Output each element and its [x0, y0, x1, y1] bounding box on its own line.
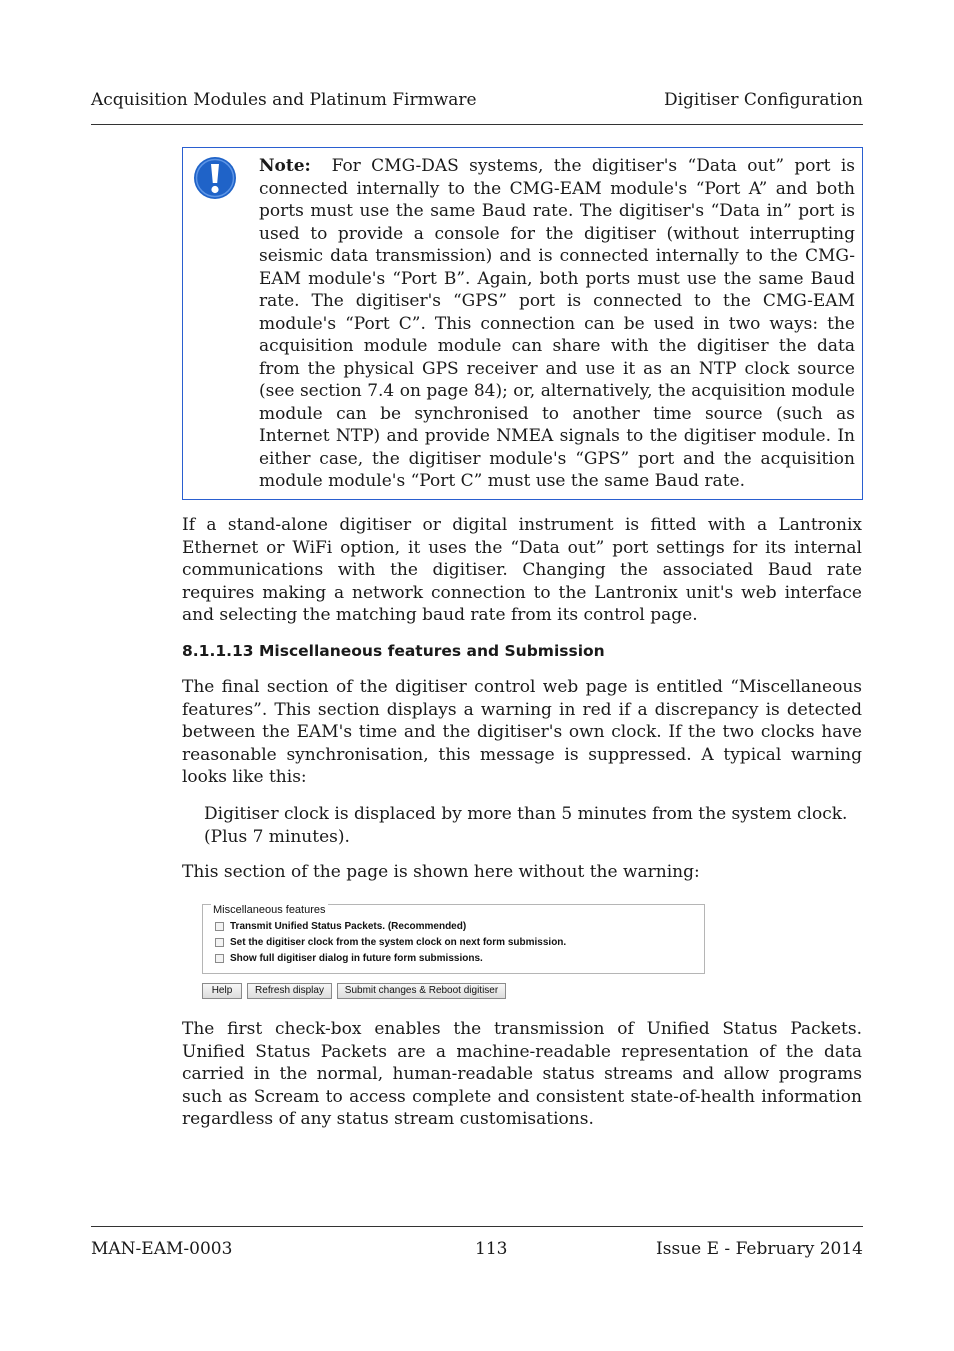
form-screenshot	[202, 898, 717, 1006]
checkbox[interactable]	[215, 938, 224, 947]
header-section: Digitiser Configuration	[663, 90, 863, 110]
page-number: 113	[475, 1239, 508, 1259]
exclamation-icon	[193, 156, 237, 200]
page-footer	[91, 1226, 863, 1259]
checkbox[interactable]	[215, 922, 224, 931]
note-label: Note:	[259, 156, 311, 176]
checkbox[interactable]	[215, 954, 224, 963]
help-button[interactable]: Help	[202, 983, 242, 999]
checkbox-row-set-clock[interactable]	[215, 935, 566, 949]
submit-reboot-button[interactable]: Submit changes & Reboot digitiser	[337, 983, 506, 999]
paragraph-lantronix: If a stand-alone digitiser or digital instrument is fitted with a Lantronix Ethernet or WiFi option, it uses the “Data out” port settings for its internal communications with the digitiser. Changing the associated Baud rate requires making a network connection to the Lantronix unit's web interface and selecting the matching baud rate from its control page.	[182, 515, 862, 625]
note-text	[259, 155, 855, 493]
paragraph-misc-features: The final section of the digitiser control web page is entitled “Miscellaneous features”. This section displays a warning in red if a discrepancy is detected between the EAM's time and the digitiser's own clock. If the two clocks have reasonable synchronisation, this message is suppressed. A typical warning looks like this:	[182, 677, 862, 787]
checkbox-row-usp[interactable]	[215, 919, 466, 933]
checkbox-label: Set the digitiser clock from the system clock on next form submission.	[230, 936, 567, 948]
paragraph-usp: The first check-box enables the transmission of Unified Status Packets. Unified Status Packets are a machine-readable representation of the data carried in the normal, human-readable status streams and allow programs such as Scream to access complete and consistent state-of-health information regardless of any status stream customisations.	[182, 1019, 862, 1129]
header-title: Acquisition Modules and Platinum Firmware	[91, 90, 477, 110]
page-header	[91, 90, 863, 125]
note-body: For CMG-DAS systems, the digitiser's “Data out” port is connected internally to the CMG-EAM module's “Port A” and both ports must use the same Baud rate. The digitiser's “Data in” port is used to provide a console for the digitiser (without interrupting seismic data transmission) and is connected internally to the CMG-EAM module's “Port B”. Again, both ports must use the same Baud rate. The digitiser's “GPS” port is connected to the CMG-EAM module's “Port C”. This connection can be used in two ways: the acquisition module module can share with the digitiser the data from the physical GPS receiver and use it as an NTP clock source (see section 7.4 on page 84); or, alternatively, the acquisition module module can be synchronised to another time source (such as Internet NTP) and provide NMEA signals to the digitiser module. In either case, the digitiser module's “GPS” port and the acquisition module module's “Port C” must use the same Baud rate.	[259, 156, 855, 491]
fieldset-legend: Miscellaneous features	[213, 904, 326, 916]
paragraph-intro-screenshot: This section of the page is shown here without the warning:	[182, 862, 700, 882]
misc-fieldset	[202, 904, 705, 974]
warning-example: Digitiser clock is displaced by more than 5 minutes from the system clock. (Plus 7 minutes).	[204, 804, 848, 847]
note-box	[182, 147, 863, 500]
section-heading: 8.1.1.13 Miscellaneous features and Submission	[182, 642, 605, 660]
issue-date: Issue E - February 2014	[656, 1239, 863, 1259]
checkbox-label: Transmit Unified Status Packets. (Recommended)	[230, 920, 467, 932]
checkbox-row-full-dialog[interactable]	[215, 951, 483, 965]
checkbox-label: Show full digitiser dialog in future form submissions.	[230, 952, 483, 964]
doc-id: MAN-EAM-0003	[91, 1239, 233, 1259]
refresh-display-button[interactable]: Refresh display	[247, 983, 332, 999]
